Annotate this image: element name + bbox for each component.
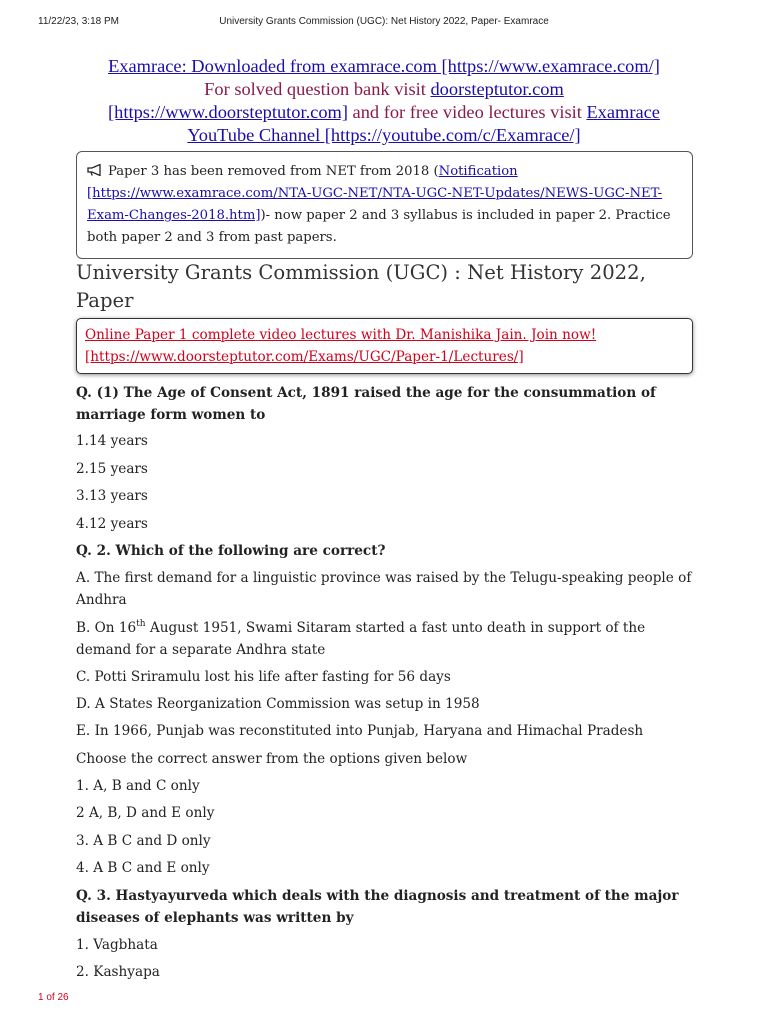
q1-option-3: 3.13 years xyxy=(76,488,148,504)
question-3: Q. 3. Hastyayurveda which deals with the diagnosis and treatment of the major diseases of elephants was written by xyxy=(76,888,679,926)
q2-option-1: 1. A, B and C only xyxy=(76,778,200,794)
paper1-lectures-url-link[interactable]: [https://www.doorsteptutor.com/Exams/UGC/Paper-1/Lectures/] xyxy=(85,349,524,365)
q2-statement-c: C. Potti Sriramulu lost his life after fasting for 56 days xyxy=(76,669,451,685)
question-1: Q. (1) The Age of Consent Act, 1891 raised the age for the consummation of marriage form women to xyxy=(76,385,656,423)
print-datetime: 11/22/23, 3:18 PM xyxy=(38,16,119,27)
notification-link[interactable]: Notification xyxy=(438,164,518,179)
q2-option-3: 3. A B C and D only xyxy=(76,833,211,849)
banner-text: For solved question bank visit xyxy=(204,79,431,99)
q2-statement-e: E. In 1966, Punjab was reconstituted into Punjab, Haryana and Himachal Pradesh xyxy=(76,723,644,739)
examrace-link[interactable]: Examrace: Downloaded from examrace.com [https://www.examrace.com/] xyxy=(108,56,660,76)
statement-b-text: August 1951, Swami Sitaram started a fast unto death in support of the demand for a separate Andhra state xyxy=(76,620,646,658)
megaphone-icon xyxy=(87,164,105,176)
notification-url-link[interactable]: [https://www.examrace.com/NTA-UGC-NET/NTA-UGC-NET-Updates/NEWS-UGC-NET- xyxy=(87,186,663,201)
examrace-youtube-link[interactable]: Examrace xyxy=(586,102,660,122)
q2-option-2: 2 A, B, D and E only xyxy=(76,805,215,821)
q3-option-1: 1. Vagbhata xyxy=(76,937,158,953)
paper1-lectures-link[interactable]: Online Paper 1 complete video lectures with Dr. Manishika Jain. Join now! xyxy=(85,327,597,343)
statement-b-prefix: B. On 16 xyxy=(76,620,137,636)
print-header xyxy=(38,16,730,30)
q3-option-2: 2. Kashyapa xyxy=(76,964,160,980)
ordinal-superscript: th xyxy=(136,619,146,629)
youtube-channel-link[interactable]: YouTube Channel [https://youtube.com/c/Examrace/] xyxy=(187,125,581,145)
q2-option-4: 4. A B C and E only xyxy=(76,860,210,876)
print-page-title: University Grants Commission (UGC): Net History 2022, Paper- Examrace xyxy=(219,16,549,27)
q1-option-1: 1.14 years xyxy=(76,433,148,449)
question-2: Q. 2. Which of the following are correct? xyxy=(76,543,386,559)
q2-instruction: Choose the correct answer from the options given below xyxy=(76,751,468,767)
q2-statement-d: D. A States Reorganization Commission was setup in 1958 xyxy=(76,696,480,712)
banner-text: and for free video lectures visit xyxy=(347,102,587,122)
notice-text: )- now paper 2 and 3 syllabus is included in paper 2. Practice both paper 2 and 3 from past papers. xyxy=(87,208,671,245)
doorsteptutor-link[interactable]: doorsteptutor.com xyxy=(430,79,564,99)
notice-text: Paper 3 has been removed from NET from 2018 ( xyxy=(108,164,439,179)
q1-option-4: 4.12 years xyxy=(76,516,148,532)
q2-statement-b xyxy=(76,617,696,661)
promo-box xyxy=(76,318,693,374)
q2-statement-a: A. The first demand for a linguistic province was raised by the Telugu-speaking people of Andhra xyxy=(76,570,692,608)
notification-url-link-continued[interactable]: Exam-Changes-2018.htm] xyxy=(87,208,261,223)
q1-option-2: 2.15 years xyxy=(76,461,148,477)
page-title: University Grants Commission (UGC) : Net History 2022, Paper xyxy=(76,261,646,312)
examrace-banner xyxy=(60,55,708,147)
page-indicator: 1 of 26 xyxy=(38,992,69,1003)
paper3-notice-box xyxy=(76,151,693,259)
doorsteptutor-url-link[interactable]: [https://www.doorsteptutor.com] xyxy=(108,102,348,122)
